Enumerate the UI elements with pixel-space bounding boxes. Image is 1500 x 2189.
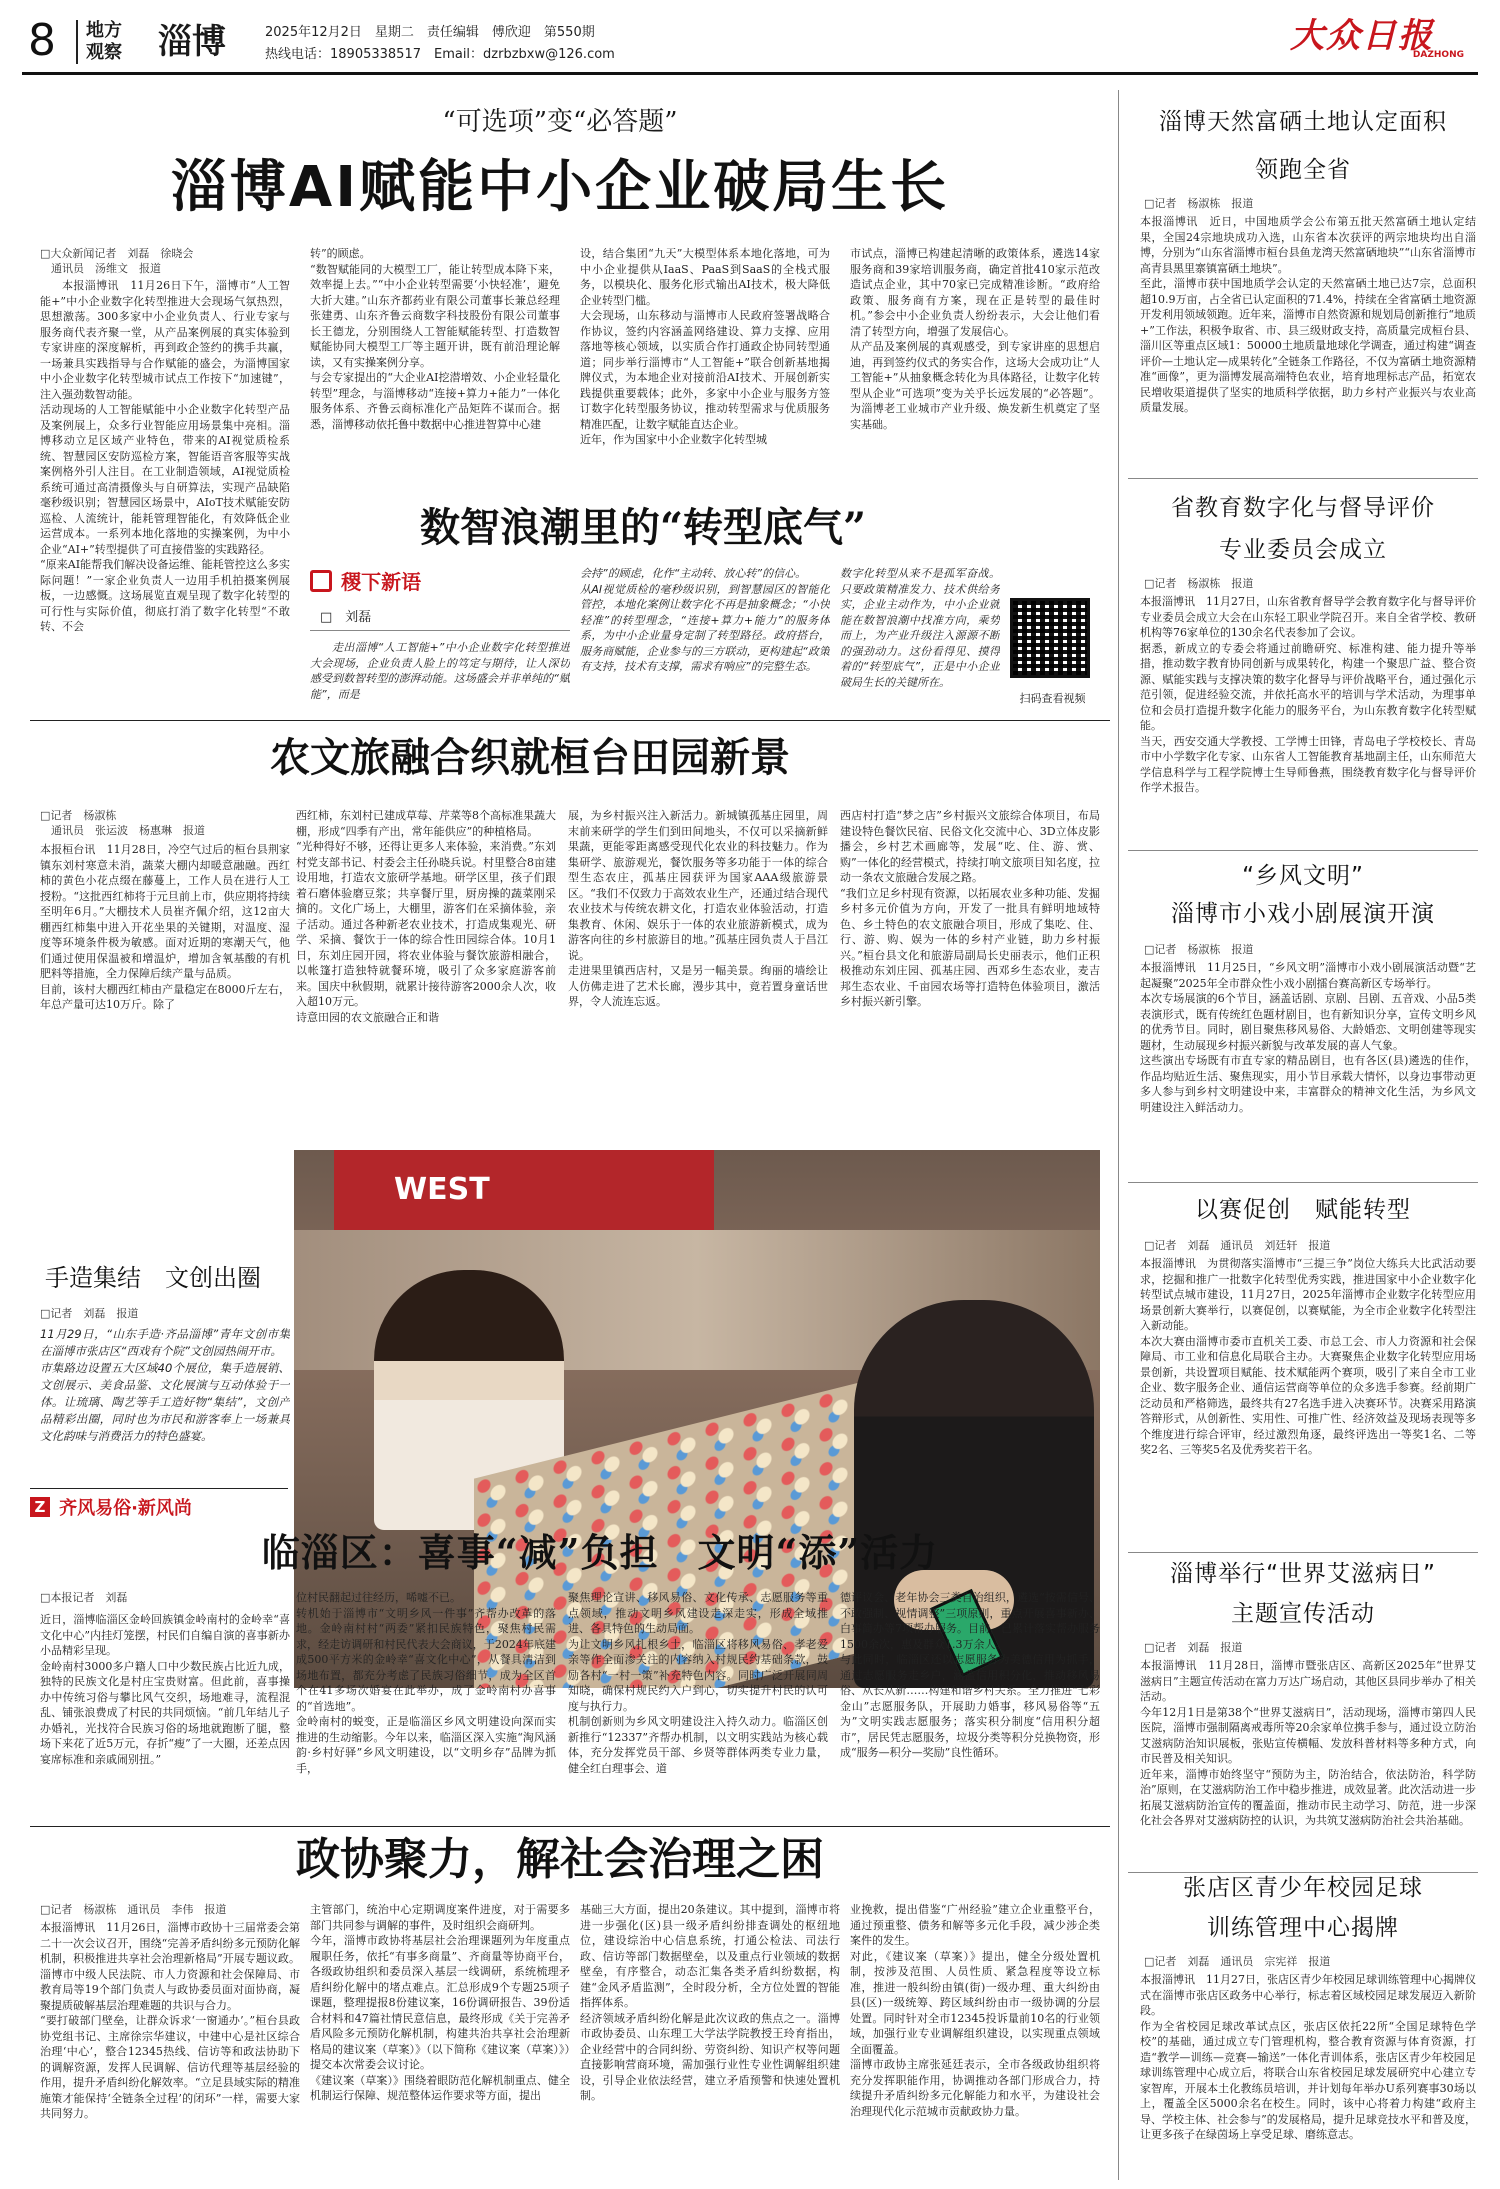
- side-aids-title-2: 主题宣传活动: [1231, 1601, 1375, 1627]
- page-number-divider: [76, 20, 78, 64]
- side-selenium-text: 本报淄博讯 近日，中国地质学会公布第五批天然富硒土地认定结果，全国24宗地块成功入选，山东省本次获评的两宗地块均出自淄博，分别为“山东省淄博市桓台县鱼龙湾天然富硒地块”“山东省淄博市高青县黑里寨镇富硒土地块”。 至此，淄博市获中国地质学会认定的天然富硒土地已达7宗，总面积超10.9万亩，占全省已认定面积的71.4%，持续在全省富硒土地资源开发利用领域领跑。近年来，淄博市自然资源和规划局创新推行“地质+”工作法，积极争取省、市、县三级财政支持，高质量完成桓台县、淄川区等重点区域1：50000土地质量地球化学调查，通过构建“调查评价—土地认定—成果转化”全链条工作路径，不仅为富硒土地资源精准“画像”，更为淄博发展高端特色农业，培育地理标志产品，拓宽农民增收渠道提供了坚实的地质科学依据，助力乡村产业振兴与农业高质量发展。: [1140, 215, 1476, 414]
- side-contest-text: 本报淄博讯 为贯彻落实淄博市“三提三争”岗位大练兵大比武活动要求，挖掘和推广一批数字化转型优秀实践，推进国家中小企业数字化转型试点城市建设，11月27日，2025年淄博市企业数字化转型应用场景创新大赛举行，以赛促创，以赛赋能，为全市企业数字化转型注入新动能。 本次大赛由淄博市委市直机关工委、市总工会、市人力资源和社会保障局、市工业和信息化局联合主办。大赛聚焦企业数字化转型应用场景创新，共设置项目赋能、技术赋能两个赛项，吸引了来自全市工业企业、数字服务企业、通信运营商等单位的众多选手参赛。经前期广泛动员和严格筛选，最终共有27名选手进入决赛环节。决赛采用路演答辩形式，从创新性、实用性、可推广性、经济效益及现场表现等多个维度进行综合评审，经过激烈角逐，最终评选出一等奖1名、二等奖2名、三等奖5名及优秀奖若干名。: [1140, 1257, 1476, 1456]
- page-number: 8: [28, 15, 56, 66]
- side-drama-title-2: 淄博市小戏小剧展演开演: [1171, 901, 1435, 927]
- side-selenium-title-1: 淄博天然富硒土地认定面积: [1159, 109, 1447, 135]
- article-ai-byline: □大众新闻记者 刘磊 徐晓会 通讯员 汤维文 报道: [40, 247, 194, 275]
- article-cppcc-col1: 本报淄博讯 11月26日，淄博市政协十三届常委会第二十一次会议召开，围绕“完善矛盾纠纷多元预防化解机制，积极推进共享社会治理新格局”开展专题议政。淄博市中级人民法院、市人力资源和社会保障局、市教育局等19个部门负责人与政协委员面对面协商，凝聚提质破解基层治理难题的共识与合力。 “要打破部门壁垒，让群众诉求‘一窗通办’。”桓台县政协党组书记、主席徐宗华建议，中建中心是社区综合治理‘中心’，整合12345热线、信访等和政法协助下的调解资源，发挥人民调解、信访代理等基层经验的作用，提升矛盾纠纷化解效率。“立足县域实际的精准施策才能保持‘全链条全过程’的闭环”一样，需要大家共同努力。: [40, 1921, 300, 2120]
- section-tag-label: 齐风易俗·新风尚: [59, 1498, 192, 1519]
- article-cppcc-headline: 政协聚力，解社会治理之困: [296, 1834, 824, 1885]
- side-sep-2: [1128, 850, 1478, 851]
- commentary-icon: [310, 570, 332, 592]
- section-tag-customs: [30, 1494, 192, 1520]
- side-sep-4: [1128, 1552, 1478, 1553]
- article-cppcc-byline: □记者 杨淑栋 通讯员 李伟 报道: [40, 1903, 227, 1916]
- article-linzi-col4: 德评议会、老年协会三类自治组织，遴选“按需信号、不敢强制、视情调整”三项原则，重点开展喜事新办、白事简办等7项帮办服务。目前，已累计落实帮办服务1500余次，惠及群众1.3万余人。 与此同时，临淄区还以志愿服务为美德信用为抓手，通过志愿服务走乡户，涵盖信用积分化，推动移风易俗、从长从新……构建和谐乡村关系。全力推进“七彩金山”志愿服务队，开展助力婚事，移风易俗等“五为”文明实践志愿服务；落实积分制度“信用积分超市”，居民凭志愿服务，垃圾分类等积分兑换物资，形成“服务—积分—奖励”良性循环。: [840, 1591, 1100, 1759]
- date-info: 2025年12月2日 星期二 责任编辑 傅欣迎 第550期: [265, 25, 595, 40]
- article-linzi-col2: 位村民翻起过往经历，唏嘘不已。 转机始于淄博市“文明乡风一件事”齐帮办改革的落地。金岭南村村“两委”紧扣民族特色，聚焦村民需求，经走访调研和村民代表大会商议，于2024年底建成500平方米的金岭幸“喜文化中心”，从餐具清洁到场地布置，都充分考虑了民族习俗细节，成为全区首个在41多场次婚宴在此举办，成了金岭南村办喜事的“首选地”。 金岭南村的蜕变，正是临淄区乡风文明建设向深而实推进的生动缩影。今年以来，临淄区深入实施“淘风涵韵·乡村好驿”乡风文明建设，以“文明乡存”品牌为抓手，: [296, 1591, 556, 1775]
- article-ai-headline: 淄博AI赋能中小企业破局生长: [170, 155, 950, 220]
- sidebar-divider: [1118, 90, 1119, 2180]
- commentary-column-name: 稷下新语: [341, 570, 422, 594]
- article-craft-text: 11月29日，“山东手造·齐品淄博”青年文创市集在淄博市张店区“西戏有个院”文创园热闹开市。 市集路边设置五大区域40个展位，集手造展销、文创展示、美食品鉴、文化展演与互动体验于一体。让琉璃、陶艺等手工造好物“集结”，文创产品精彩出圈，同时也为市民和游客奉上一场兼具文化韵味与消费活力的特色盛宴。: [40, 1327, 290, 1443]
- article-craft-byline: □记者 刘磊 报道: [40, 1307, 139, 1320]
- qr-caption: 扫码查看视频: [1019, 692, 1086, 705]
- side-drama-text: 本报淄博讯 11月25日，“乡风文明”淄博市小戏小剧展演活动暨“艺起凝聚”2025年全市群众性小戏小剧擂台赛高新区专场举行。 本次专场展演的6个节目，涵盖话剧、京剧、吕剧、五音戏、小品5类表演形式，既有传统红色题材剧目，也有新知识分享，宣传文明乡风的优秀节目。同时，剧目聚焦移风易俗、大龄婚恋、文明创建等现实题材，生动展现乡村振兴新貌与改革发展的喜人气象。 这些演出专场既有市直专家的精品剧目，也有各区(县)遴选的佳作，作品均贴近生活、聚焦现实，用小节目承载大情怀，以身边事带动更多人参与到乡村文明建设中来，丰富群众的精神文化生活，为乡风文明建设注入鲜活动力。: [1140, 961, 1476, 1114]
- side-aids-byline: □记者 刘磊 报道: [1144, 1641, 1243, 1654]
- article-agri-col1: 本报桓台讯 11月28日，冷空气过后的桓台县荆家镇东刘村寒意未消，蔬菜大棚内却暖意融融。西红柿的黄色小花点缀在藤蔓上，工作人员在进行人工授粉。“这批西红柿将于元旦前上市，供应期将持续至明年6月。”大棚技术人员崔齐佩介绍，这12亩大棚西红柿集中进入开花坐果的关键期，对温度、湿度等环境条件极为敏感。面对近期的寒潮天气，他们通过使用保温被和增温炉，增加含氧基酸的有机肥料等措施，全力保障后续产量与品质。 目前，该村大棚西红柿由产量稳定在8000斤左右，年总产量可达10万斤。除了: [40, 843, 290, 1011]
- article-linzi-col1: 近日，淄博临淄区金岭回族镇金岭南村的金岭幸“喜文化中心”内挂灯笼摆，村民们自编自演的喜事新办小品精彩呈现。 金岭南村3000多户籍人口中少数民族占比近九成，独特的民族文化是村庄宝贵财富。但此前，喜事操办中传统习俗与攀比风气交织，场地难寻，流程混乱、铺张浪费成了村民的共同烦恼。“前几年结儿子办婚礼，光找符合民族习俗的场地就跑断了腿，整场下来花了近5万元，存折“瘦”了一大圈，还差点因宴席标准和亲戚闹别扭。”: [40, 1613, 290, 1766]
- article-linzi-col3: 聚焦理论宣讲、移风易俗、文化传承、志愿服务等重点领域，推动文明乡风建设走深走实，形成全域推进、各具特色的生动局面。 为让文明乡风扎根乡土，临淄区将移风易俗、孝老爱亲等作全面渗关注的内容纳入村规民约基础条款，鼓励各村“一村一策”补充特色内容。同时广泛开展同周知晓，确保村规民约入户到心，切实提升村民的认可度与执行力。 机制创新则为乡风文明建设注入持久动力。临淄区创新推行“12337”齐帮办机制，以文明实践站为核心载体，充分发挥党员干部、乡贤等群体两类专业力量，健全红白理事会、道: [568, 1591, 828, 1775]
- article-agri-col4: 西店村打造“梦之店”乡村振兴文旅综合体项目，布局建设特色餐饮民宿、民俗文化交流中心、3D立体皮影播会，乡村艺术画廊等，发展“吃、住、游、赏、购”一体化的经营模式，持续打响文旅项目知名度，拉动一条农文旅融合发展之路。 “我们立足乡村现有资源，以拓展农业多种功能、发掘乡村多元价值为方向，开发了一批具有鲜明地域特色、乡土特色的农文旅融合项目，形成了集吃、住、行、游、购、娱为一体的乡村产业链，助力乡村振兴。”桓台县文化和旅游局副局长史丽表示，他们正积极推动东刘庄园、孤基庄园、西邓乡生态农业，麦吉邦生态农业、千亩园农场等打造特色体验项目，激活乡村振兴新引擎。: [840, 809, 1100, 1008]
- side-selenium-byline: □记者 杨淑栋 报道: [1144, 197, 1254, 210]
- article-linzi-byline: □本报记者 刘磊: [40, 1591, 128, 1604]
- side-edu-text: 本报淄博讯 11月27日，山东省教育督导学会教育数字化与督导评价专业委员会成立大会在山东轻工职业学院召开。来自全省学校、教研机构等76家单位的130余名代表参加了会议。 据悉，新成立的专委会将通过前瞻研究、标准构建、能力提升等举措，推动数字教育协同创新与成果转化，构建一个聚思广益、整合资源、赋能实践与支撑决策的数字化督导与评价战略平台，通过强化示范引领，促进经验交流，并依托高水平的培训与学术活动，为理事单位和会员打造提升数字化能力的服务平台，为山东教育数字化转型赋能。 当天，西安交通大学教授、工学博士田锋，青岛电子学校校长、青岛市中小学数字化专家、山东省人工智能教育基地副主任，山东师范大学信息科学与工程学院博士生导师鲁燕，围绕教育数字化与督导评价作学术报告。: [1140, 595, 1476, 794]
- article-agri-col2: 西红柿，东刘村已建成草莓、芹菜等8个高标准果蔬大棚，形成“四季有产出，常年能供应”的种植格局。 “光种得好不够，还得让更多人来体验，来消费。”东刘村党支部书记、村委会主任孙晓兵说。村里整合8亩建设用地，打造农文旅研学基地。研学区里，孩子们跟着石磨体验磨豆浆；共享餐厅里，厨房操的蔬菜刚采摘的。文化广场上，大棚里，游客们在采摘体验，亲子活动。通过各种新老农业技术，打造成集观光、研学、采摘、餐饮于一体的综合性田园综合体。10月1日，东刘庄园开园，将农业体验与餐饮旅游相融合，以帐篷打造独特就餐环境，吸引了众多家庭游客前来。国庆中秋假期，就累计接待游客2000余人次，收入超10万元。 诗意田园的农文旅融合正和谐: [296, 809, 556, 1024]
- section-tag-icon: Z: [30, 1497, 50, 1517]
- photo-sign-text: WEST: [394, 1172, 490, 1207]
- side-edu-title-2: 专业委员会成立: [1219, 537, 1387, 563]
- logo-sub: DAZHONG: [1412, 50, 1464, 60]
- newspaper-logo: [1290, 16, 1480, 66]
- side-football-title-2: 训练管理中心揭牌: [1207, 1915, 1399, 1941]
- divider-agri-bottom: [30, 1488, 288, 1489]
- photo-banner-sign: [334, 1150, 714, 1230]
- article-ai-col4: 市试点，淄博已构建起清晰的政策体系，遴选14家服务商和39家培训服务商，确定首批410家示范改造试点企业，其中70家已完成精准诊断。“政府给政策、服务商有方案，现在正是转型的最佳时机。”参会中小企业负责人纷纷表示，大会让他们看清了转型方向，增强了发展信心。 从产品及案例展的真观感受，到专家讲座的思想启迪，再到签约仪式的务实合作，这场大会成功让“人工智能+”从抽象概念转化为具体路径，让数字化转型从企业“可选项”变为关乎长远发展的“必答题”。为淄博老工业城市产业升级、焕发新生机奠定了坚实基础。: [850, 247, 1100, 431]
- article-agri-headline: 农文旅融合织就桓台田园新景: [270, 734, 790, 781]
- divider-top-section: [30, 720, 1110, 721]
- side-selenium-title-2: 领跑全省: [1255, 157, 1351, 183]
- article-commentary-headline: 数智浪潮里的“转型底气”: [420, 504, 867, 551]
- article-agri-col3: 展，为乡村振兴注入新活力。新城镇孤基庄园里，周末前来研学的学生们到田间地头，不仅可以采摘新鲜果蔬，更能零距离感受现代化农业的科技魅力。作为集研学、旅游观光，餐饮服务等多功能于一体的综合型生态农庄，孤基庄园获评为国家AAA级旅游景区。“我们不仅致力于高效农业生产，还通过结合现代农业技术与传统农耕文化，打造农业体验活动，打造集教育、休闲、娱乐于一体的农业旅游新模式，成为游客向往的乡村旅游目的地。”孤基庄园负责人于昌江说。 走进果里镇西店村，又是另一幅美景。绚丽的墙绘让人仿佛走进了艺术长廊，漫步其中，竟若置身童话世界，令人流连忘返。: [568, 809, 828, 1008]
- section-label-1: 地方: [86, 20, 122, 41]
- side-football-title-1: 张店区青少年校园足球: [1183, 1875, 1423, 1901]
- commentary-p3: 数字化转型从来不是孤军奋战。只要政策精准发力、技术供给务实，企业主动作为，中小企业就能在数智浪潮中找准方向，乘势而上，为产业升级注入源源不断的强劲动力。这份看得见、摸得着的“转型底气”，正是中小企业破局生长的关键所在。: [840, 567, 1000, 689]
- article-ai-col2: 转”的顾虑。 “数智赋能同的大模型工厂，能让转型成本降下来，效率提上去。”“中小企业转型需要‘小快轻准’，避免大折大建。”山东齐都药业有限公司董事长兼总经理张建勇、山东齐鲁云商数字科技股份有限公司董事长王德龙，分别围绕人工智能赋能转型、打造数智赋能协同大模型工厂等主题开讲，既有前沿理论解读，又有实操案例分享。 与会专家提出的“大企业AI挖潜增效、小企业轻量化转型”理念，与淄博移动“连接+算力+能力”一体化服务体系、齐鲁云商标准化产品矩阵不谋而合。据悉，淄博移动依托鲁中数据中心推进智算中心建: [310, 247, 560, 431]
- article-ai-col1: 本报淄博讯 11月26日下午，淄博市“人工智能+”中小企业数字化转型推进大会现场气氛热烈，思想激荡。300多家中小企业负责人、行业专家与服务商代表齐聚一堂，从产品案例展的真实体验到专家讲座的深度解析，再到政企签约的携手共赢，一场兼具实践指导与合作赋能的盛会，为淄博国家中小企业数字化转型城市试点工作按下“加速键”，注入强劲数智动能。 活动现场的人工智能赋能中小企业数字化转型产品及案例展上，众多行业智能应用场景集中亮相。淄博移动立足区域产业特色，带来的AI视觉质检系统、智慧园区安防巡检方案，智能语音客服等实战案例格外引人注目。在工业制造领域，AI视觉质检系统可通过高清摄像头与自研算法，实现产品缺陷毫秒级识别；智慧园区场景中，AIoT技术赋能安防巡检、人流统计，能耗管理智能化，有效降低企业运营成本。一系列本地化落地的实操案例，为中小企业“AI+”转型提供了可直接借鉴的实践路径。 “原来AI能帮我们解决设备运维、能耗管控这么多实际问题！”一家企业负责人一边用手机拍摄案例展板，一边感慨。这场展览直观呈现了数字化转型的可行性与实际价值，彻底打消了数字化转型“不敢转、不会: [40, 279, 290, 633]
- article-cppcc-col3: 基础三大方面，提出20条建议。其中提到，淄博市将进一步强化(区)县一级矛盾纠纷排查调处的枢纽地位，建设综治中心信息系统，打通公检法、司法行政、信访等部门数据壁垒，以及重点行业领域的数据壁垒，有序整合，动态汇集各类矛盾纠纷数据，构建“金风矛盾监测”，全时段分析，全方位处置的智能指挥体系。 经济领域矛盾纠纷化解是此次议政的焦点之一。淄博市政协委员、山东理工大学法学院教授王玲育指出，企业经营中的合同纠纷、劳资纠纷、知识产权等问题直接影响营商环境，需加强行业性专业性调解组织建设，引导企业依法经营，建立矛盾预警和快速处置机制。: [580, 1903, 840, 2102]
- qr-code-image[interactable]: [1010, 598, 1090, 678]
- commentary-rule: [310, 630, 570, 631]
- article-ai-col3: 设，结合集团“九天”大模型体系本地化落地，可为中小企业提供从IaaS、PaaS到SaaS的全栈式服务，以模块化、服务化形式输出AI技术，极大降低企业转型门槛。 大会现场，山东移动与淄博市人民政府签署战略合作协议，签约内容涵盖网络建设、算力支撑、应用落地等核心领域，以实质合作打通政企协同转型通道；同步举行淄博市“人工智能+”联合创新基地揭牌仪式，为本地企业对接前沿AI技术、开展创新实践提供重要载体；此外，多家中小企业与服务方签订数字化转型服务协议，推动转型需求与优质服务精准匹配，让数字赋能直达企业。 近年，作为国家中小企业数字化转型城: [580, 247, 830, 446]
- side-aids-title-1: 淄博举行“世界艾滋病日”: [1170, 1561, 1436, 1587]
- commentary-p2: 会持”的顾虑，化作“主动转、放心转”的信心。 从AI视觉质检的毫秒级识别，到智慧园区的智能化管控，本地化案例让数字化不再是抽象概念；“小快轻准”的转型理念，“连接+算力+能力”的服务体系，为中小企业量身定制了转型路径。政府搭台，服务商赋能，企业参与的三方联动，更构建起“政策有支持，技术有支撑，需求有响应”的完整生态。: [580, 567, 830, 673]
- article-agri-byline: □记者 杨淑栋 通讯员 张运波 杨惠琳 报道: [40, 809, 205, 837]
- masthead: [0, 0, 1500, 76]
- side-sep-1: [1128, 478, 1478, 479]
- logo-text: 大众日报: [1290, 16, 1434, 56]
- divider-linzi-bottom: [30, 1826, 1110, 1827]
- side-football-byline: □记者 刘磊 通讯员 宗宪祥 报道: [1144, 1955, 1331, 1968]
- side-contest-title: 以赛促创 赋能转型: [1195, 1197, 1411, 1223]
- section-name: 淄博: [158, 22, 226, 62]
- side-drama-title-1: “乡风文明”: [1242, 863, 1364, 889]
- commentary-author: □ 刘磊: [320, 610, 372, 625]
- commentary-p1: 走出淄博“人工智能+”中小企业数字化转型推进大会现场，企业负责人脸上的笃定与期待，让人深切感受到数智转型的澎湃动能。这场盛会并非单纯的“赋能”，而是: [310, 641, 570, 701]
- masthead-rule: [22, 72, 1478, 75]
- side-edu-title-1: 省教育数字化与督导评价: [1171, 495, 1435, 521]
- side-edu-byline: □记者 杨淑栋 报道: [1144, 577, 1254, 590]
- commentary-column-tag: [310, 566, 421, 592]
- side-contest-byline: □记者 刘磊 通讯员 刘廷轩 报道: [1144, 1239, 1331, 1252]
- article-linzi-headline: 临淄区：喜事“减”负担 文明“添”活力: [261, 1530, 939, 1575]
- article-cppcc-col2: 主管部门，统治中心定期调度案件进度，对于需要多部门共同参与调解的事件，及时组织会商研判。 今年，淄博市政协将基层社会治理课题列为年度重点履职任务，依托“有事多商量”、齐商量等协商平台，各级政协组织和委员深入基层一线调研，系统梳理矛盾纠纷化解中的堵点难点。汇总形成9个专题25项子课题，整理提报8份建议案，16份调研报告、39份适合材料和47篇社情民意信息，最终形成《关于完善矛盾风险多元预防化解机制，构建共治共享社会治理新格局的建议案（草案）》（以下简称《建议案（草案）》）提交本次常委会议讨论。 《建议案（草案）》围绕着眼防范化解机制重点、健全机制运行保障、规范整体运作要求等方面，提出: [310, 1903, 570, 2102]
- article-ai-kicker: “可选项”变“必答题”: [442, 107, 678, 137]
- side-sep-3: [1128, 1182, 1478, 1183]
- section-label-2: 观察: [86, 42, 122, 63]
- hotline: 热线电话：18905338517 Email：dzrbzbxw@126.com: [265, 47, 615, 62]
- article-craft-headline: 手造集结 文创出圈: [45, 1264, 261, 1292]
- article-cppcc-col4: 业挽救，提出借鉴“广州经验”建立企业重整平台，通过预重整、债务和解等多元化手段，减少涉企类案件的发生。 对此，《建议案（草案）》提出，健全分级处置机制，按涉及范围、人员性质、紧急程度等设立标准，推进一般纠纷由镇(街)一级办理、重大纠纷由县(区)一级统筹、跨区域纠纷由市一级协调的分层处置。同时针对全市12345投诉量前10名的行业领域，加强行业专业调解组织建设，以实现重点领域全面覆盖。 淄博市政协主席张延廷表示，全市各级政协组织将充分发挥职能作用，协调推动各部门形成合力，持续提升矛盾纠纷多元化解能力和水平，为建设社会治理现代化示范城市贡献政协力量。: [850, 1903, 1100, 2118]
- side-drama-byline: □记者 杨淑栋 报道: [1144, 943, 1254, 956]
- side-football-text: 本报淄博讯 11月27日，张店区青少年校园足球训练管理中心揭牌仪式在淄博市张店区政务中心举行，标志着区域校园足球发展迈入新阶段。 作为全省校园足球改革试点区，张店区依托22所“全国足球特色学校”的基础，通过成立专门管理机构，整合教育资源与体育资源，打造“教学—训练—竞赛—输送”一体化青训体系，张店区青少年校园足球训练管理中心成立后，将联合山东省校园足球发展研究中心建立专家智库，开展本土化教练员培训，并计划每年举办U系列赛事30场以上，覆盖全区5000余名在校生。同时，该中心将着力构建“政府主导、学校主体、社会参与”的发展格局，提升足球竞技水平和普及度，让更多孩子在绿茵场上享受足球、磨练意志。: [1140, 1973, 1476, 2141]
- side-aids-text: 本报淄博讯 11月28日，淄博市暨张店区、高新区2025年“世界艾滋病日”主题宣传活动在富力万达广场启动，其他区县同步举办了相关活动。 今年12月1日是第38个“世界艾滋病日”，活动现场，淄博市第四人民医院，淄博市强制隔离戒毒所等20余家单位携手参与，通过设立防治艾滋病防治知识展板，张贴宣传横幅、发放科普材料等多种方式，向市民普及相关知识。 近年来，淄博市始终坚守“预防为主，防治结合，依法防治，科学防治”原则，在艾滋病防治工作中稳步推进，成效显著。此次活动进一步拓展艾滋病防治宣传的覆盖面，推动市民主动学习、防范，进一步深化社会各界对艾滋病防控的认识，为共筑艾滋病防治社会共治基础。: [1140, 1659, 1476, 1827]
